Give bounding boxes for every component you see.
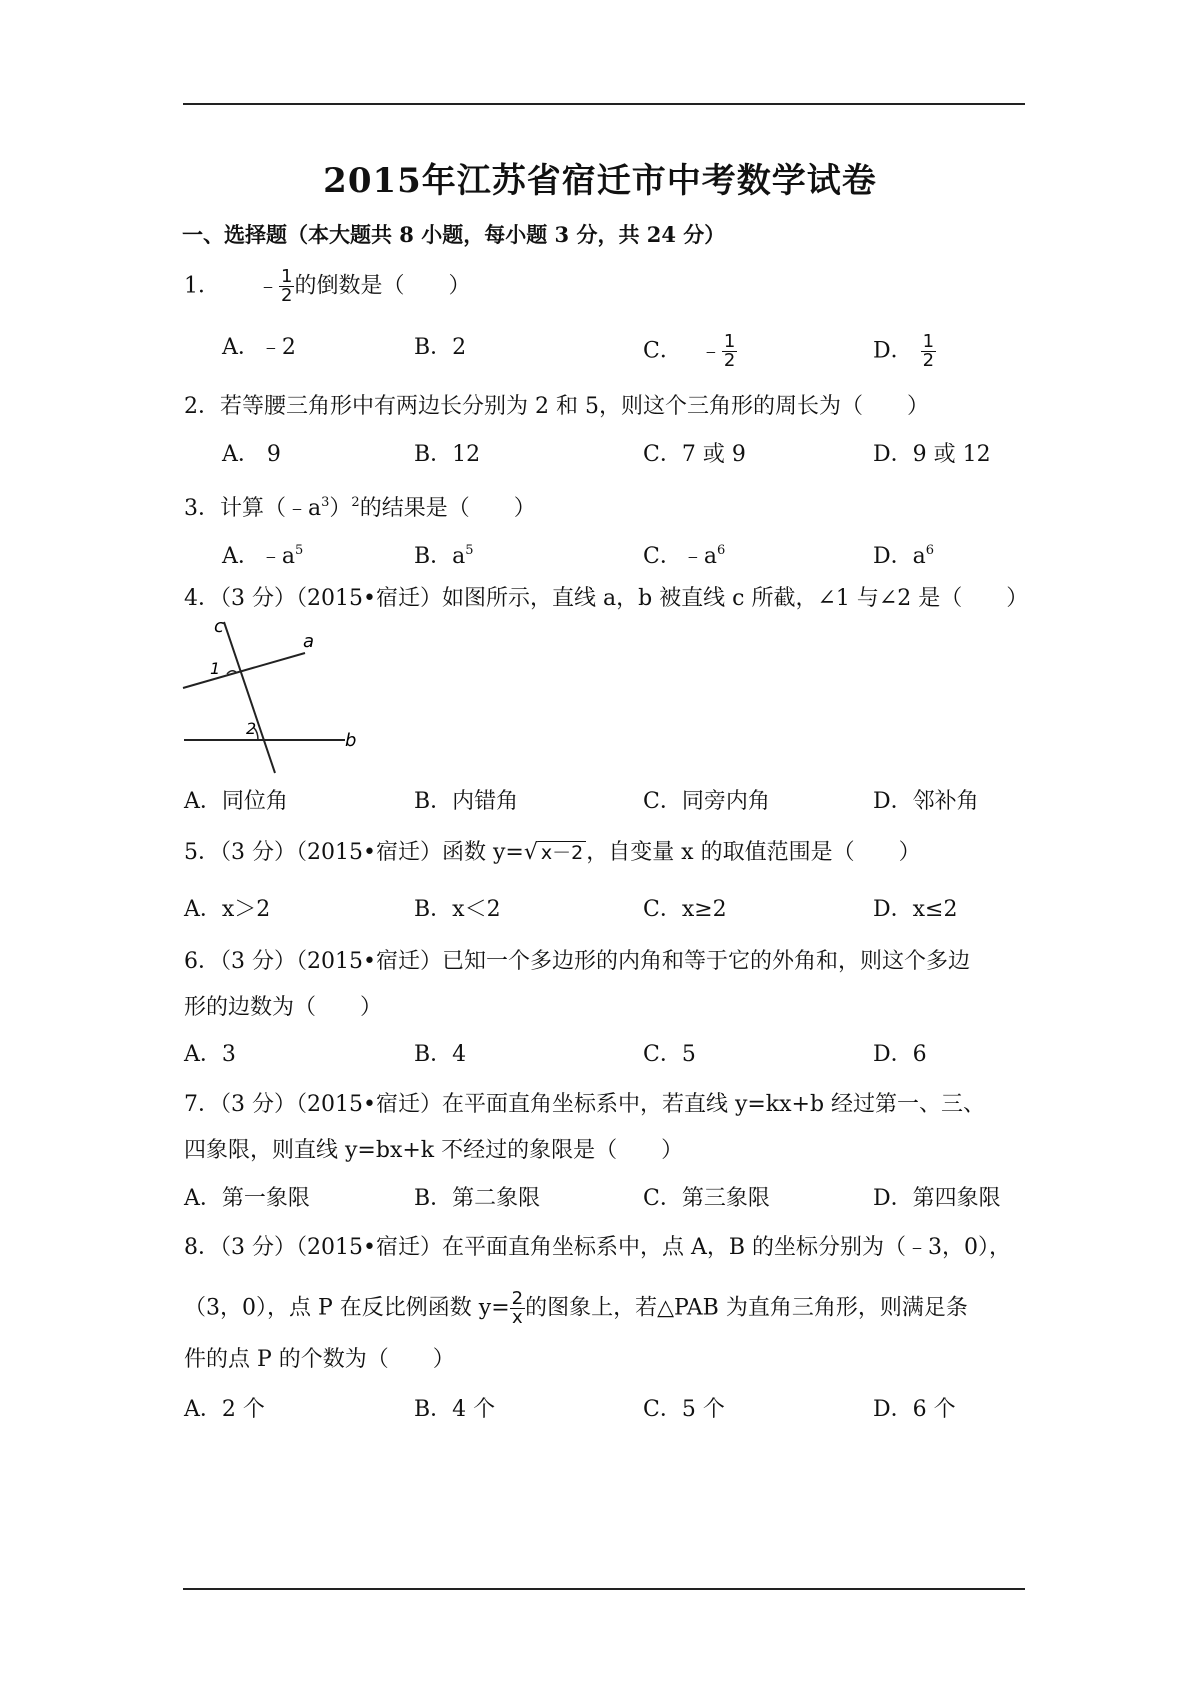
- q2-option-a: A． 9: [222, 442, 281, 467]
- q1-option-c-sign: ﹣: [699, 338, 722, 364]
- question-6-line-1: 6．（3 分）（2015•宿迁）已知一个多边形的内角和等于它的外角和，则这个多边: [184, 949, 970, 974]
- q8-option-b: B．4 个: [414, 1397, 496, 1422]
- q3-exponent-outer: 2: [351, 495, 360, 510]
- q3-option-a-exp: 5: [295, 543, 304, 558]
- q8-option-a: A．2 个: [184, 1397, 265, 1422]
- label-angle-1: 1: [210, 659, 221, 678]
- question-8-line-2: [184, 1290, 968, 1327]
- header-rule: [183, 103, 1025, 105]
- q4-option-c: C．同旁内角: [643, 789, 770, 814]
- q3-option-c-exp: 6: [716, 543, 726, 558]
- q8-option-d: D．6 个: [873, 1397, 956, 1422]
- q3-close-paren: ）: [329, 496, 352, 521]
- q1-option-d-fraction: [921, 333, 936, 370]
- q3-stem-start: 3．计算（﹣a: [184, 496, 322, 521]
- label-c: c: [214, 618, 224, 637]
- q4-option-a: A．同位角: [184, 789, 288, 814]
- q8-fraction: [510, 1290, 525, 1327]
- q1-option-d-label: D．: [873, 338, 913, 364]
- question-4: 4．（3 分）（2015•宿迁）如图所示，直线 a，b 被直线 c 所截，∠1 与∠2 是（ ）: [184, 586, 1029, 611]
- q2-option-d: D．9 或 12: [873, 442, 991, 467]
- label-b: b: [345, 730, 357, 751]
- label-angle-2: 2: [246, 719, 257, 738]
- q8-option-c: C．5 个: [643, 1397, 725, 1422]
- question-2: 2．若等腰三角形中有两边长分别为 2 和 5，则这个三角形的周长为（ ）: [184, 394, 929, 419]
- q2-option-b: B．12: [414, 442, 481, 467]
- q1-number: 1．: [184, 273, 220, 299]
- q1-fraction-denominator: 2: [281, 285, 293, 306]
- q4-option-b: B．内错角: [414, 789, 519, 814]
- q3-option-b-base: B．a: [414, 544, 466, 569]
- q3-option-d-exp: 6: [925, 543, 935, 558]
- q3-option-c-base: C．﹣a: [643, 544, 717, 569]
- q3-option-d: [873, 536, 934, 572]
- q8-line-2-end: 的图象上，若△PAB 为直角三角形，则满足条: [525, 1295, 968, 1321]
- question-7-line-1: 7．（3 分）（2015•宿迁）在平面直角坐标系中，若直线 y=kx+b 经过第一、三、: [184, 1092, 986, 1117]
- q3-exponent-inner: 3: [321, 495, 330, 510]
- q3-stem-end: 的结果是（ ）: [359, 496, 536, 521]
- q1-option-d: [873, 333, 936, 370]
- q1-option-c-fraction: [722, 333, 737, 370]
- question-7-line-2: 四象限，则直线 y=bx+k 不经过的象限是（ ）: [184, 1138, 684, 1163]
- q3-option-c: [643, 536, 725, 572]
- q6-option-d: D．6: [873, 1042, 927, 1067]
- q4-figure: [180, 618, 360, 778]
- q8-fraction-denominator: x: [512, 1307, 523, 1328]
- q6-option-a: A．3: [184, 1042, 236, 1067]
- q1-fraction-numerator: 1: [281, 266, 293, 287]
- q3-option-a-base: A．﹣a: [222, 544, 296, 569]
- q4-option-d: D．邻补角: [873, 789, 979, 814]
- q1-option-a: A．﹣2: [222, 335, 296, 360]
- q5-option-b: B．x＜2: [414, 897, 501, 922]
- sqrt-icon: √: [523, 840, 538, 865]
- footer-rule: [183, 1588, 1025, 1590]
- question-8-line-1: 8．（3 分）（2015•宿迁）在平面直角坐标系中，点 A，B 的坐标分别为（﹣3，0），: [184, 1235, 1011, 1260]
- q1-option-b: B．2: [414, 335, 467, 360]
- q5-option-d: D．x≤2: [873, 897, 958, 922]
- q5-radicand: x－2: [538, 841, 586, 864]
- q3-option-a: [222, 536, 303, 572]
- line-c: [224, 622, 275, 773]
- q5-option-c: C．x≥2: [643, 897, 727, 922]
- q1-fraction-sign: ﹣: [257, 273, 280, 299]
- q5-stem-end: ，自变量 x 的取值范围是（ ）: [586, 840, 921, 865]
- q1-option-c-numerator: 1: [723, 331, 736, 352]
- q1-option-d-numerator: 1: [922, 331, 935, 352]
- q1-option-c: [643, 333, 737, 370]
- q7-option-a: A．第一象限: [184, 1186, 310, 1211]
- q3-option-d-base: D．a: [873, 544, 926, 569]
- q5-stem-start: 5．（3 分）（2015•宿迁）函数 y=: [184, 840, 524, 865]
- question-5: [184, 838, 921, 868]
- q8-line-2-start: （3，0），点 P 在反比例函数 y=: [184, 1295, 510, 1321]
- page-title: 2015年江苏省宿迁市中考数学试卷: [323, 161, 877, 201]
- q3-option-b-exp: 5: [465, 543, 474, 558]
- q7-option-c: C．第三象限: [643, 1186, 770, 1211]
- q1-option-c-label: C．: [643, 338, 682, 364]
- question-1: [184, 268, 470, 305]
- question-8-line-3: 件的点 P 的个数为（ ）: [184, 1347, 455, 1372]
- label-a: a: [303, 631, 315, 652]
- q8-fraction-numerator: 2: [511, 1288, 524, 1309]
- q1-fraction: [279, 268, 294, 305]
- section-heading-choice: 一、选择题（本大题共 8 小题，每小题 3 分，共 24 分）: [182, 222, 726, 247]
- question-3: [184, 488, 536, 524]
- q1-stem: 的倒数是（ ）: [294, 273, 471, 299]
- q7-option-b: B．第二象限: [414, 1186, 541, 1211]
- question-6-line-2: 形的边数为（ ）: [184, 995, 383, 1020]
- q3-option-b: [414, 536, 474, 572]
- q2-option-c: C．7 或 9: [643, 442, 746, 467]
- q5-option-a: A．x＞2: [184, 897, 271, 922]
- q7-option-d: D．第四象限: [873, 1186, 1001, 1211]
- q1-option-c-denominator: 2: [723, 350, 736, 371]
- q6-option-c: C．5: [643, 1042, 696, 1067]
- q1-option-d-denominator: 2: [922, 350, 935, 371]
- q6-option-b: B．4: [414, 1042, 467, 1067]
